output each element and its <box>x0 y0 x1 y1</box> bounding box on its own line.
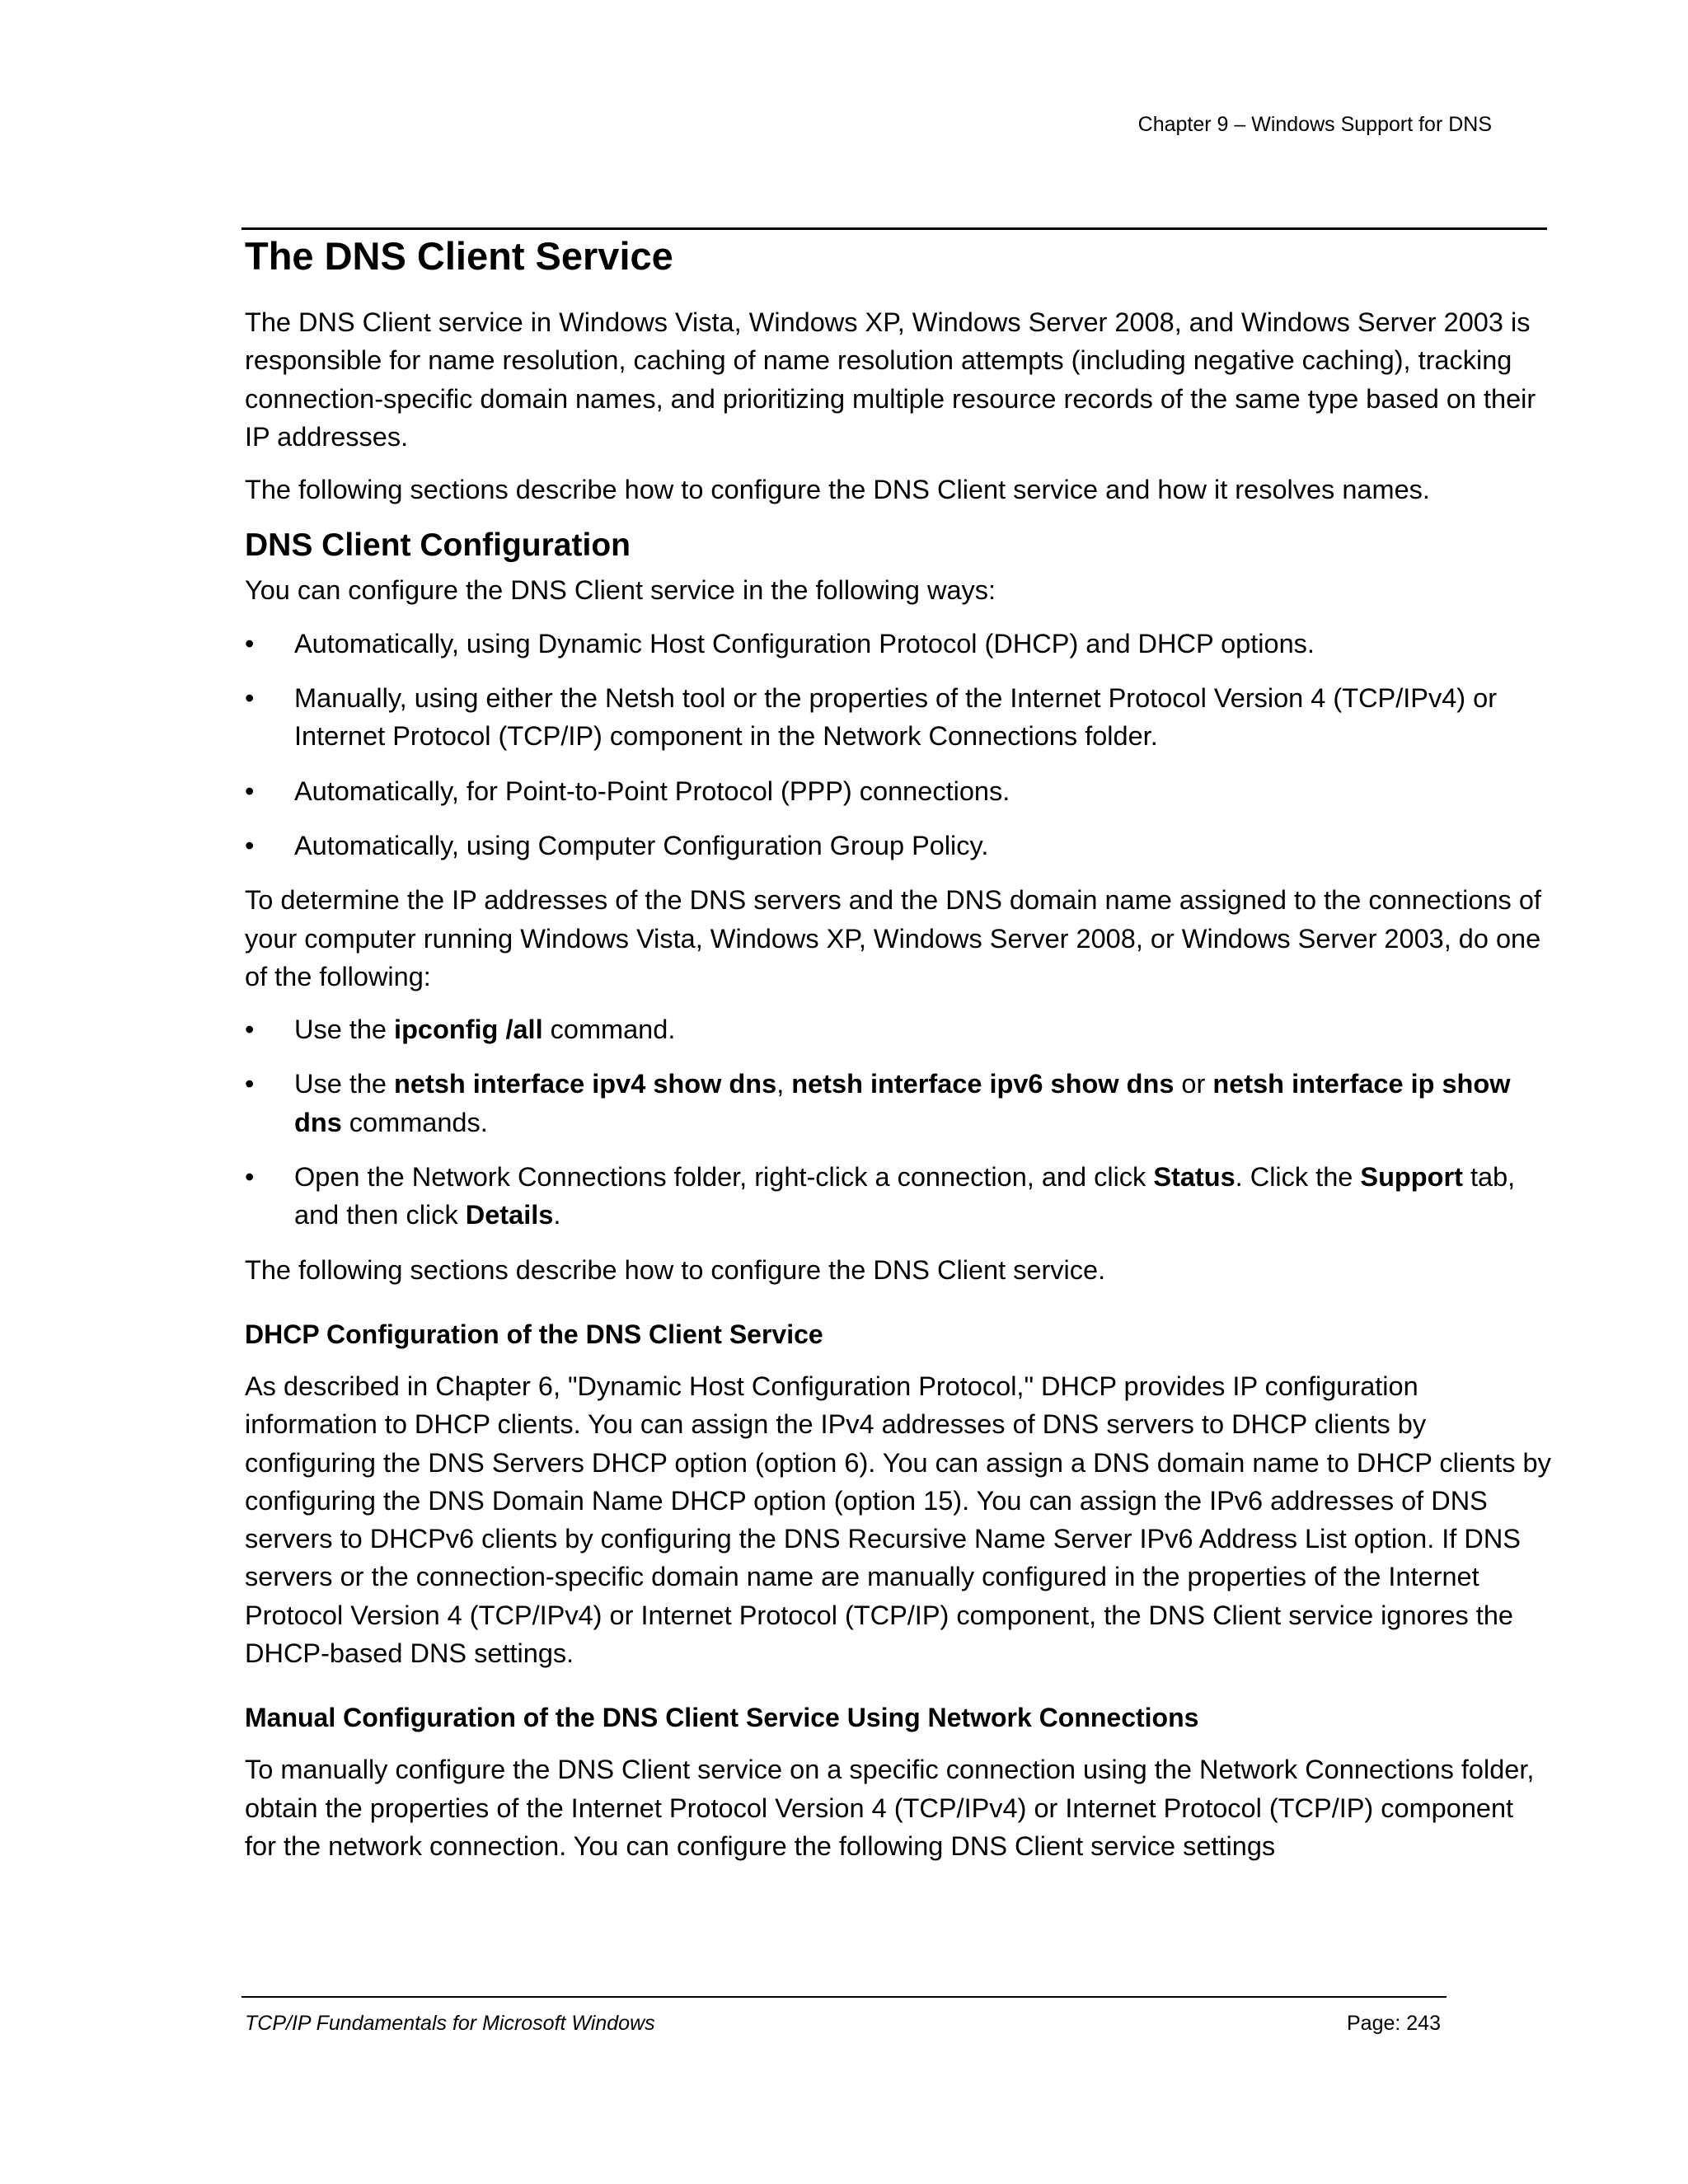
list-item <box>245 1158 1551 1235</box>
command-name: netsh interface ipv6 show dns <box>791 1069 1175 1099</box>
command-name: ipconfig /all <box>394 1015 543 1045</box>
option-text: or <box>1174 1069 1213 1099</box>
dhcp-heading: DHCP Configuration of the DNS Client Service <box>245 1319 823 1349</box>
ui-term: Support <box>1360 1162 1463 1193</box>
intro-paragraph: The DNS Client service in Windows Vista, Windows XP, Windows Server 2008, and Windows Server 2003 is responsible for name resolution, caching of name resolution attempts (including negative caching), tracking connection-specific domain names, and prioritizing multiple resource records of the same type based on their IP addresses. <box>245 307 1536 452</box>
list-item <box>245 625 1551 663</box>
bullet-icon: • <box>245 1015 255 1045</box>
command-name: netsh interface ip show dns <box>294 1069 1511 1137</box>
ui-term: Status <box>1153 1162 1236 1193</box>
running-header: Chapter 9 – Windows Support for DNS <box>1137 113 1492 136</box>
config-lead: You can configure the DNS Client service in the following ways: <box>245 575 996 606</box>
followup-paragraph: The following sections describe how to configure the DNS Client service and how it resolves names. <box>245 475 1430 505</box>
option-text: command. <box>542 1015 676 1045</box>
option-text: . <box>553 1200 561 1230</box>
bullet-icon: • <box>245 1162 255 1193</box>
bullet-icon: • <box>245 830 255 860</box>
option-text: tab, and then click <box>294 1162 1516 1230</box>
command-name: netsh interface ipv4 show dns <box>394 1069 777 1099</box>
option-text: commands. <box>341 1107 488 1137</box>
config-heading: DNS Client Configuration <box>245 527 631 564</box>
page-content <box>245 231 1551 1880</box>
bullet-icon: • <box>245 683 255 714</box>
list-item <box>245 679 1551 756</box>
dhcp-paragraph: As described in Chapter 6, "Dynamic Host Configuration Protocol," DHCP provides IP configuration information to DHCP clients. You can assign the IPv4 addresses of DNS servers to DHCP clients by configuring the DNS Servers DHCP option (option 6). You can assign a DNS domain name to DHCP clients by configuring the DNS Domain Name DHCP option (option 15). You can assign the IPv6 addresses of DNS servers to DHCPv6 clients by configuring the DNS Recursive Name Server IPv6 Address List option. If DNS servers or the connection-specific domain name are manually configured in the properties of the Internet Protocol Version 4 (TCP/IPv4) or Internet Protocol (TCP/IP) component, the DNS Client service ignores the DHCP-based DNS settings. <box>245 1371 1551 1669</box>
option-text: , <box>776 1069 792 1099</box>
bullet-icon: • <box>245 628 255 658</box>
bullet-icon: • <box>245 776 255 806</box>
determine-options-list <box>245 1010 1551 1234</box>
section-title: The DNS Client Service <box>245 234 673 278</box>
determine-paragraph: To determine the IP addresses of the DNS servers and the DNS domain name assigned to the connections of your computer running Windows Vista, Windows XP, Windows Server 2008, or Windows Server 2003, do one of the following: <box>245 885 1541 991</box>
manual-paragraph: To manually configure the DNS Client service on a specific connection using the Network Connections folder, obtain the properties of the Internet Protocol Version 4 (TCP/IPv4) or Internet Protocol (TCP/IP) component for the network connection. You can configure the following DNS Client service settings <box>245 1755 1535 1861</box>
list-item-text: Automatically, using Computer Configuration Group Policy. <box>294 830 989 860</box>
ui-term: Details <box>465 1200 554 1230</box>
option-text: . Click the <box>1235 1162 1361 1193</box>
config-ways-list <box>245 625 1551 865</box>
list-item-text: Manually, using either the Netsh tool or the properties of the Internet Protocol Version 4 (TCP/IPv4) or Internet Protocol (TCP/IP) component in the Network Connections folder. <box>294 683 1498 752</box>
list-item <box>245 1065 1551 1141</box>
list-item-text: Automatically, using Dynamic Host Configuration Protocol (DHCP) and DHCP options. <box>294 628 1315 658</box>
option-text: Use the <box>294 1069 395 1099</box>
manual-heading: Manual Configuration of the DNS Client Service Using Network Connections <box>245 1703 1199 1733</box>
list-item-text: Automatically, for Point-to-Point Protocol (PPP) connections. <box>294 776 1010 806</box>
header-rule <box>241 227 1547 230</box>
closing-paragraph: The following sections describe how to configure the DNS Client service. <box>245 1254 1106 1285</box>
footer-rule <box>241 1996 1447 1998</box>
list-item <box>245 772 1551 810</box>
bullet-icon: • <box>245 1069 255 1099</box>
list-item <box>245 1010 1551 1048</box>
option-text: Open the Network Connections folder, right-click a connection, and click <box>294 1162 1154 1193</box>
list-item <box>245 827 1551 865</box>
footer-book-title: TCP/IP Fundamentals for Microsoft Windows <box>245 2012 655 2035</box>
footer-page-number: Page: 243 <box>1347 2012 1441 2035</box>
option-text: Use the <box>294 1015 395 1045</box>
